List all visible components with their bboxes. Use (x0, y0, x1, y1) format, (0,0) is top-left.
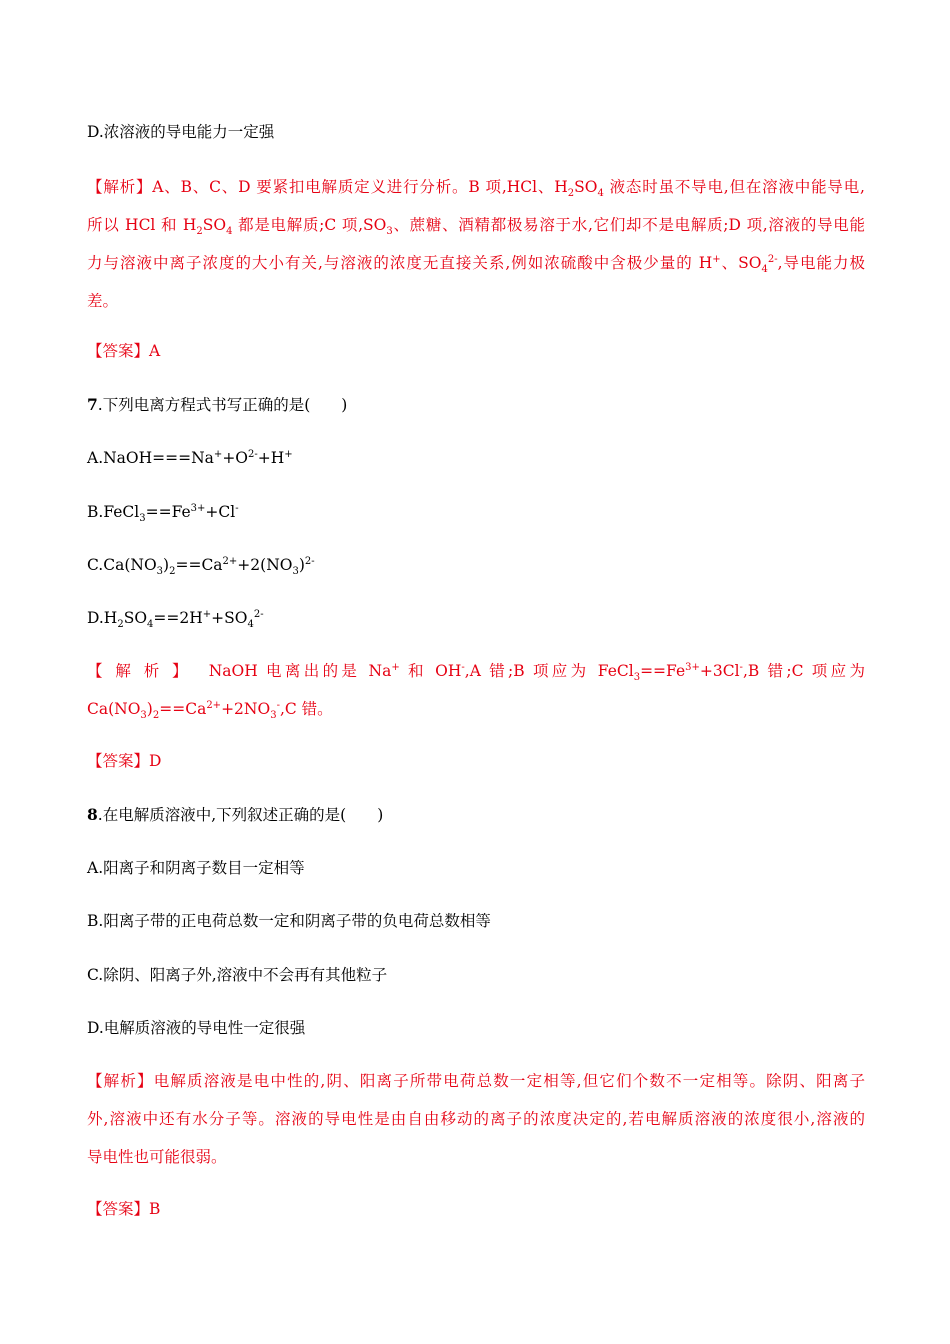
q7-stem: 7.下列电离方程式书写正确的是( ) (87, 395, 348, 414)
q8-stem: 8.在电解质溶液中,下列叙述正确的是( ) (87, 805, 384, 824)
q6-option-d: D.浓溶液的导电能力一定强 (87, 123, 275, 141)
q8-analysis-line-2: 外,溶液中还有水分子等。溶液的导电性是由自由移动的离子的浓度决定的,若电解质溶液的浓度很小,溶液的 (87, 1110, 865, 1128)
q8-analysis-line-3: 导电性也可能很弱。 (87, 1148, 227, 1166)
q8-option-d: D.电解质溶液的导电性一定很强 (87, 1019, 306, 1037)
q7-analysis (87, 652, 865, 728)
q8-option-c: C.除阴、阳离子外,溶液中不会再有其他粒子 (87, 966, 388, 984)
q8-number: 8 (87, 805, 98, 824)
q7-answer: 【答案】D (87, 752, 162, 770)
q7-analysis-line-1: 【解析】 NaOH 电离出的是 Na+ 和 OH-,A 错;B 项应为 $FeCl_3==Fe^{3+}+3Cl^-,B$ 错;C 项应为 (87, 661, 865, 684)
q7-option-b: $B.FeCl_3==Fe^{3+}+Cl^-$ (87, 502, 239, 525)
q7-number: 7 (87, 395, 98, 414)
q6-analysis-line-2: 所以 HCl 和 $H_2SO_4$ 都是电解质;C 项$,SO_3$、蔗糖、酒精都极易溶于水,它们却不是电解质;D 项,溶液的导电能 (87, 216, 865, 238)
q8-option-b: B.阳离子带的正电荷总数一定和阴离子带的负电荷总数相等 (87, 912, 491, 930)
q6-answer: 【答案】A (87, 342, 161, 360)
q6-analysis-line-4: 差。 (87, 292, 119, 310)
q8-analysis-line-1: 【解析】电解质溶液是电中性的,阴、阳离子所带电荷总数一定相等,但它们个数不一定相等。除阴、阳离子 (87, 1072, 865, 1090)
q8-analysis (87, 1062, 865, 1176)
q8-answer: 【答案】B (87, 1200, 161, 1218)
q8-option-a: A.阳离子和阴离子数目一定相等 (87, 859, 305, 877)
q6-analysis (87, 168, 865, 320)
q6-analysis-line-1: 【解析】A、B、C、D 要紧扣电解质定义进行分析。B 项,HCl、$H_2SO_4$ 液态时虽不导电,但在溶液中能导电, (87, 178, 865, 200)
q7-option-d: $D.H_2SO_4==2H^++SO_4^{2-}$ (87, 608, 264, 631)
q7-option-a: $A.NaOH===Na^++O^{2-}+H^+$ (87, 448, 293, 467)
q6-analysis-line-3: 力与溶液中离子浓度的大小有关,与溶液的浓度无直接关系,例如浓硫酸中含极少量的 H+、$SO_4^{2-}$,导电能力极 (87, 253, 865, 276)
q7-analysis-line-2: $Ca(NO_3)_2==Ca^{2+}+2NO_3^-,C$ 错。 (87, 699, 333, 722)
q7-option-c: $C.Ca(NO_3)_2==Ca^{2+}+2(NO_3)^{2-}$ (87, 555, 315, 578)
